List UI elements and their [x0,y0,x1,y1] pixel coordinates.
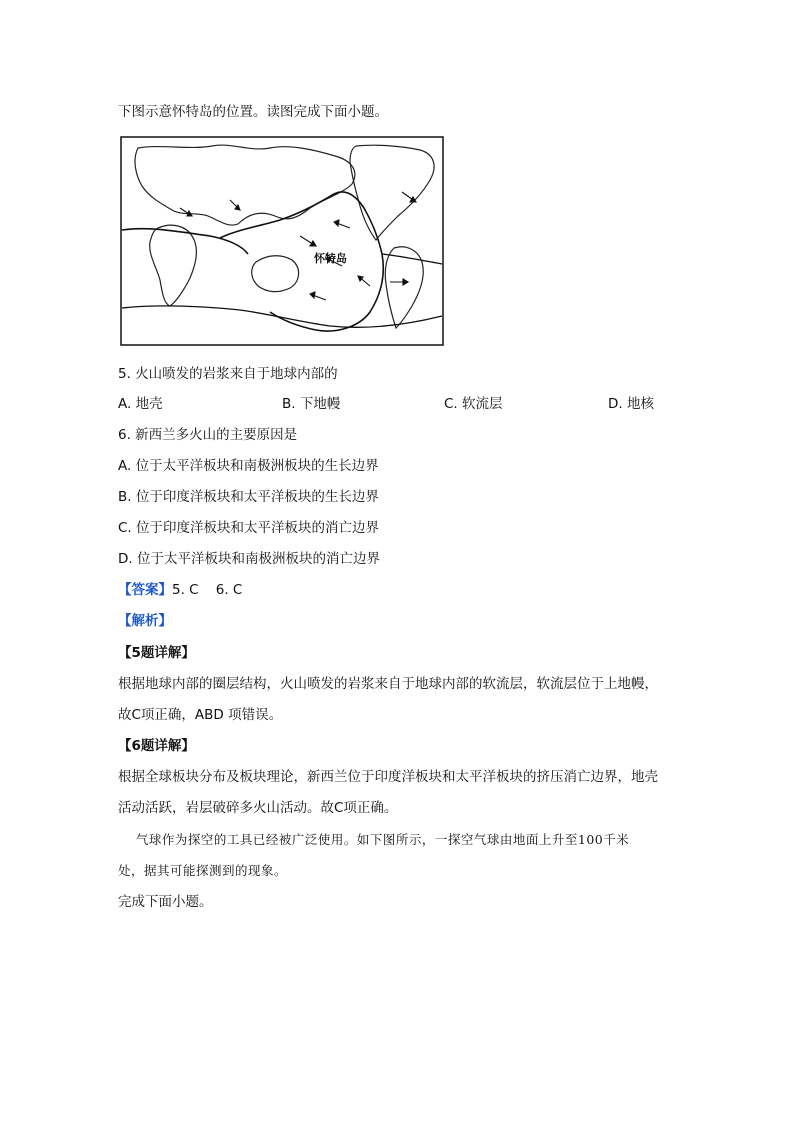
q5-option-b: B. 下地幔 [282,396,341,412]
q5-option-c: C. 软流层 [444,396,503,412]
world-plate-map [120,136,444,346]
q5-detail-line-1: 根据地球内部的圈层结构，火山喷发的岩浆来自于地球内部的软流层，软流层位于上地幔， [118,676,658,692]
q5-detail-label: 【5题详解】 [118,645,195,661]
q6-option-c: C. 位于印度洋板块和太平洋板块的消亡边界 [118,520,380,536]
q6-option-b: B. 位于印度洋板块和太平洋板块的生长边界 [118,489,379,505]
answer-line [118,581,242,599]
answer-text: 5. C 6. C [172,582,243,598]
q6-option-a: A. 位于太平洋板块和南极洲板块的生长边界 [118,458,379,474]
q5-option-a: A. 地壳 [118,396,163,412]
q6-option-d: D. 位于太平洋板块和南极洲板块的消亡边界 [118,551,380,567]
intro-text: 下图示意怀特岛的位置。读图完成下面小题。 [118,104,388,120]
balloon-line-1: 气球作为探空的工具已经被广泛使用。如下图所示，一探空气球由地面上升至100千米 [118,832,630,847]
closing-text: 完成下面小题。 [118,894,213,910]
q6-stem: 6. 新西兰多火山的主要原因是 [118,427,298,443]
balloon-line-2: 处，据其可能探测到的现象。 [118,863,288,878]
q6-detail-label: 【6题详解】 [118,738,195,754]
q5-detail-line-2: 故C项正确，ABD 项错误。 [118,707,283,723]
q5-stem: 5. 火山喷发的岩浆来自于地球内部的 [118,366,338,382]
plate-map-figure [120,136,444,346]
q6-detail-line-1: 根据全球板块分布及板块理论，新西兰位于印度洋板块和太平洋板块的挤压消亡边界，地壳 [118,769,658,785]
island-label: 怀特岛 [314,252,347,265]
answer-label: 【答案】 [118,582,172,598]
q5-option-d: D. 地核 [608,396,654,412]
analysis-label: 【解析】 [118,613,172,629]
q6-detail-line-2: 活动活跃，岩层破碎多火山活动。故C项正确。 [118,800,398,816]
